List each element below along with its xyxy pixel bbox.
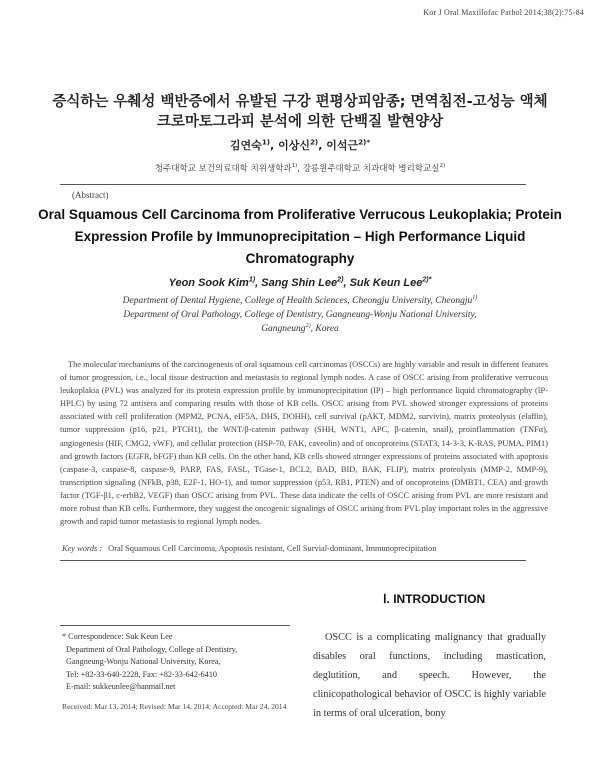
affiliation-1-mark: 1)	[291, 163, 298, 170]
affiliation-separator: ,	[297, 164, 303, 174]
affiliation-2-mark: 2)	[439, 163, 446, 170]
korean-author-1: 김연숙	[229, 139, 262, 152]
introduction-text	[313, 628, 546, 723]
english-title-line-2: Expression Profile by Immunoprecipitation – High Performance Liquid	[74, 229, 526, 244]
english-affiliation-line-2	[0, 310, 600, 320]
keywords-label: Key words :	[62, 544, 103, 553]
correspondence-email: E-mail: sukkeunlee@hanmail.net	[66, 682, 176, 692]
author-separator: ,	[318, 139, 327, 152]
abstract-label: (Abstract)	[72, 190, 109, 200]
received-dates: Received: Mar 13, 2014; Revised: Mar 14, 2014; Accepted: Mar 24, 2014	[62, 702, 287, 711]
footnote-divider	[60, 625, 290, 626]
affiliation-mark: 1)	[472, 294, 478, 301]
affiliation-text: Department of Dental Hygiene, College of Health Sciences, Cheongju University, Cheongju	[122, 296, 473, 306]
abstract-divider	[60, 560, 526, 561]
affiliation-mark: 2)	[305, 322, 311, 329]
header-divider	[60, 184, 526, 185]
author-2-affiliation-mark: 2)	[309, 137, 319, 147]
correspondence-university: Gangneung-Wonju National University, Korea,	[66, 657, 221, 667]
korean-affiliations	[0, 162, 600, 174]
english-affiliation-line-1	[0, 296, 600, 306]
english-affiliation-line-3	[0, 324, 600, 334]
english-author-3: Suk Keun Lee	[349, 277, 423, 289]
korean-author-2: 이상신	[278, 139, 310, 152]
abstract-body: The molecular mechanisms of the carcinogenesis of oral squamous cell carcinomas (OSCCs) are highly variable and result in different features of tumor progression, i.e., local tissue destruction and metastasis to regional lymph nodes. A case of OSCC arising from proliferative verrucous leukoplakia (PVL) was analyzed for its protein expression profile by immunoprecipitation (IP) – high performance liquid chromatography (IP-HPLC) by using 72 antisera and comparing results with those of KB cells. OSCC arising from PVL showed stronger expressions of proteins associated with cell proliferation (MPM2, PCNA, eIF5A, DHS, DOHH), cell survival (pAKT, MDM2, survivin), matrix proteolysis (elaffin), tumor suppression (p16, p21, PTCH1), the WNT/β-catenin pathway (SHH, WNT1, APC, β-catenin, snail), proinflammation (TNFα), angiogenesis (HIF, CMG2, vWF), and cellular protection (HSP-70, FAK, caveolin) and of oncoproteins (STAT3, 14-3-3, K-RAS, PUMA, PIM1) and growth factors (EGFR, bFGF) than KB cells. On the other hand, KB cells showed stronger expressions of proteins associated with apoptosis (caspase-3, caspase-8, caspase-9, PARP, FAS, FASL, TGase-1, BCL2, BAD, BID, BAK, FLIP), matrix proteolysis (MMP-2, MMP-9), transcription signaling (NFkB, p38, E2F-1, HO-1), and tumor suppression (p53, RB1, PTEN) and of oncoproteins (DMBT1, CEA) and growth factor (TGF-β1, c-erbB2, VEGF) than OSCC arising from PVL. These data indicate the cells of OSCC arising from PVL are more resistant and more robust than KB cells. Furthermore, they suggest the oncogenic signalings of OSCC arising from PVL play important roles in the aggressive growth and rapid tumor metastasis to regional lymph nodes.	[60, 360, 548, 527]
journal-header: Kor J Oral Maxillofac Pathol 2014;38(2):75-84	[423, 8, 584, 17]
korean-title-line-1: 증식하는 우췌성 백반증에서 유발된 구강 편평상피암종; 면역침전-고성능 액체	[52, 94, 548, 110]
author-1-affiliation-mark: 1)	[248, 275, 256, 284]
introduction-paragraph: OSCC is a complicating malignancy that gradually disables oral functions, including mastication, deglutition, and speech. However, the clinicopathological behavior of OSCC is highly variable in terms of oral ulceration, bony	[313, 632, 546, 719]
author-1-affiliation-mark: 1)	[261, 137, 271, 147]
english-author-1: Yeon Sook Kim	[168, 277, 249, 289]
korean-affiliation-2: 강릉원주대학교 치과대학 병리학교실	[302, 164, 440, 174]
correspondence-author: * Correspondence: Suk Keun Lee	[62, 632, 173, 641]
author-separator: ,	[255, 277, 262, 289]
introduction-heading: Ⅰ. INTRODUCTION	[383, 592, 486, 606]
english-title-line-3: Chromatography	[245, 251, 355, 266]
author-2-affiliation-mark: 2)	[337, 275, 344, 284]
korean-affiliation-1: 청주대학교 보건의료대학 치위생학과	[154, 164, 292, 174]
korean-author-3: 이석근	[326, 139, 359, 152]
korean-authors	[0, 137, 600, 153]
affiliation-country: , Korea	[310, 324, 339, 334]
keywords-text: Oral Squamous Cell Carcinoma, Apoptosis resistant, Cell Survial-dominant, Immunoprecipitation	[108, 544, 437, 553]
english-author-2: Sang Shin Lee	[261, 277, 338, 289]
english-authors	[0, 277, 600, 289]
correspondence-department: Department of Oral Pathology, College of Dentistry,	[66, 644, 238, 654]
korean-title-line-2: 크로마토그라피 분석에 의한 단백질 발현양상	[156, 114, 444, 130]
correspondence-phone: Tel: +82-33-640-2228, Fax: +82-33-642-6410	[66, 669, 218, 679]
affiliation-text: Gangneung	[261, 324, 306, 334]
author-separator: ,	[270, 139, 279, 152]
affiliation-text: Department of Oral Pathology, College of Dentistry, Gangneung-Wonju National University,	[123, 310, 477, 320]
keywords	[62, 544, 436, 553]
author-3-affiliation-mark: 2)*	[358, 137, 371, 147]
english-title-line-1: Oral Squamous Cell Carcinoma from Proliferative Verrucous Leukoplakia; Protein	[38, 207, 562, 222]
correspondence-block	[62, 631, 237, 694]
author-separator: ,	[343, 277, 350, 289]
author-3-affiliation-mark: 2)*	[422, 275, 432, 284]
